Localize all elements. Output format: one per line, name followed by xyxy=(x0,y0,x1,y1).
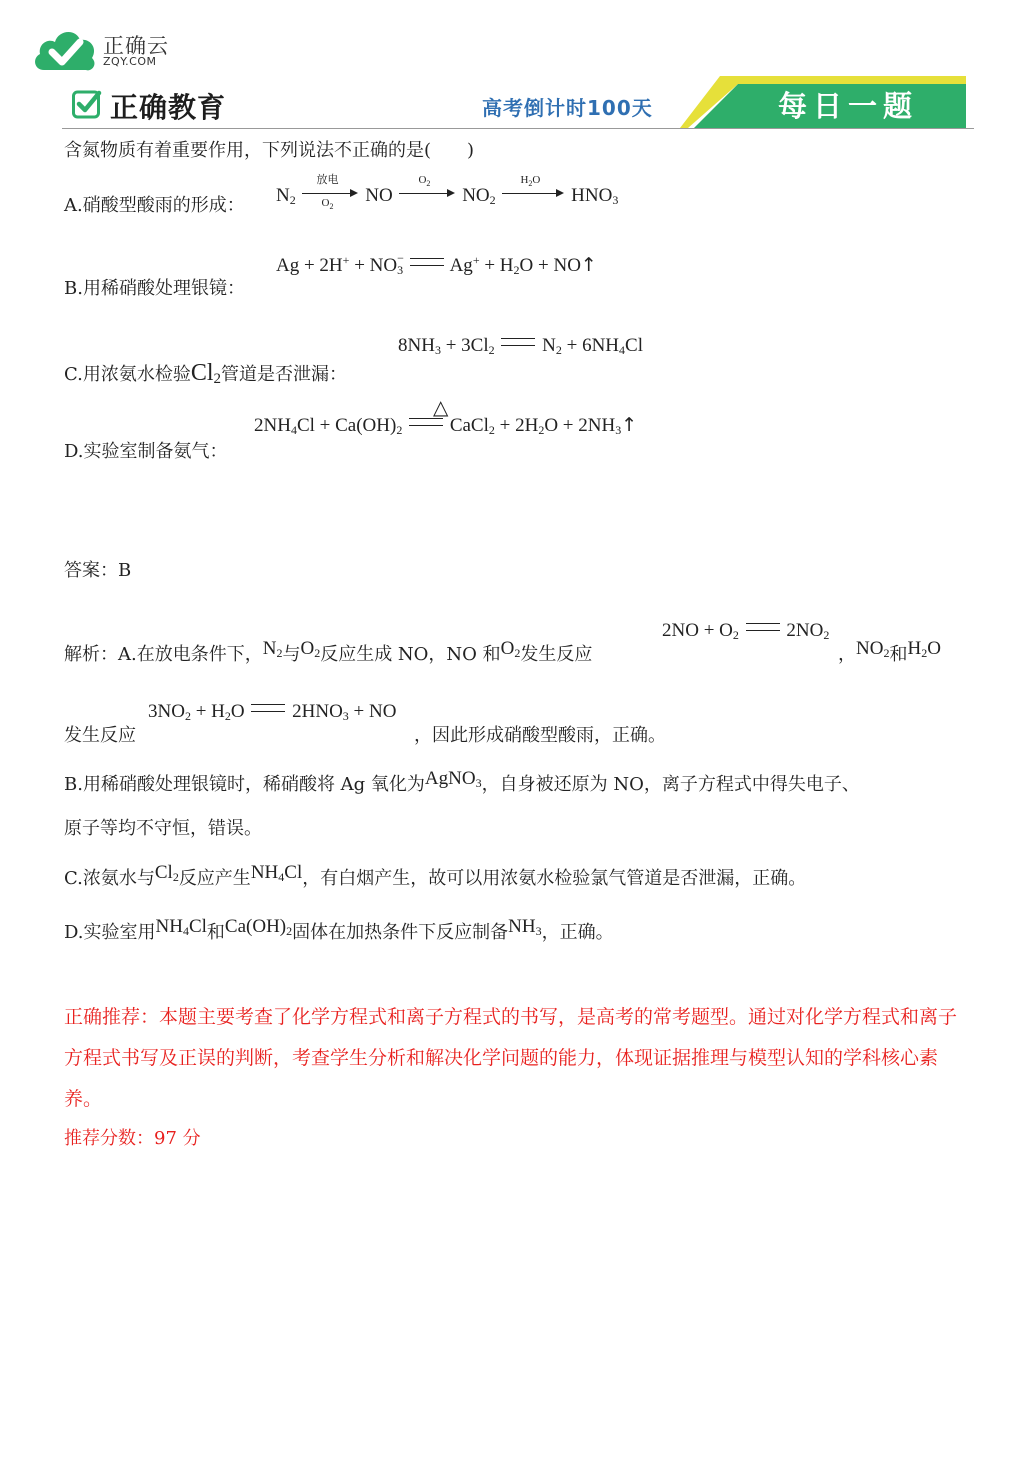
option-c-label: C.用浓氨水检验$Cl_2$管道是否泄漏： xyxy=(64,360,348,387)
option-a-label: A.硝酸型酸雨的形成： xyxy=(64,195,245,216)
recommend-score: 推荐分数：97 分 xyxy=(64,1128,201,1149)
checkbox-logo-icon xyxy=(72,89,102,119)
analysis-c: C.浓氨水与$Cl_2$反应产生$NH_4Cl$，有白烟产生，故可以用浓氨水检验氯气管道是否泄漏，正确。 xyxy=(64,862,807,889)
analysis-a-line2-post: ，因此形成硝酸型酸雨，正确。 xyxy=(414,725,666,746)
equals-sign xyxy=(410,258,444,266)
brand-name: 正确云 xyxy=(103,34,169,58)
equals-sign xyxy=(409,418,443,426)
option-a-formula: $N_2$ 放电 $O_2$ NO $O_2$ $NO_2$ $H_2O$ $HNO_3$ xyxy=(276,174,619,211)
arrow-h2o: $H_2O$ xyxy=(502,188,564,198)
equals-sign xyxy=(251,704,285,712)
option-b-formula: Ag + 2H+ + NO − $_3$ $Ag^+ + H_2O$ + NO↑ xyxy=(276,251,597,277)
edu-title: 正确教育 xyxy=(110,91,227,124)
analysis-eq2: $3NO_2 + H_2O$ $2HNO_3$ + NO xyxy=(148,701,397,723)
analysis-a-line2-pre: 发生反应 xyxy=(64,725,136,746)
gas-arrow-icon: ↑ xyxy=(621,414,638,436)
option-b-label: B.用稀硝酸处理银镜： xyxy=(64,278,245,299)
header-divider xyxy=(62,128,974,129)
question-stem: 含氮物质有着重要作用，下列说法不正确的是( ) xyxy=(64,140,475,161)
cloud-check-logo-icon xyxy=(30,22,100,74)
arrow-discharge: 放电 $O_2$ xyxy=(302,188,358,198)
equals-sign xyxy=(501,338,535,346)
brand-domain: ZQY.COM xyxy=(103,55,157,68)
recommend-text: 正确推荐：本题主要考查了化学方程式和离子方程式的书写，是高考的常考题型。通过对化学方程式和离子方程式书写及正误的判断，考查学生分析和解决化学问题的能力，体现证据推理与模型认知的学科核心素养。 xyxy=(64,1006,958,1110)
countdown-label: 高考倒计时100天 xyxy=(482,96,653,120)
arrow-o2: $O_2$ xyxy=(399,188,455,198)
gas-arrow-icon: ↑ xyxy=(580,254,597,276)
option-d-formula: $2NH_4Cl + Ca(OH)_2$ CaCl$_2$ + $2H_2O$ + $2NH_3↑$ xyxy=(254,414,638,437)
option-d-label: D.实验室制备氨气： xyxy=(64,441,228,462)
analysis-d: D.实验室用$NH_4Cl$和$Ca(OH)_2$固体在加热条件下反应制备$NH_3$，正确。 xyxy=(64,916,614,943)
analysis-a-tail: ，$NO_2$和$H_2O$ xyxy=(838,638,941,665)
option-c-formula: $8NH_3 + 3Cl_2$ $N_2 + 6NH_4Cl$ xyxy=(398,335,643,357)
answer: 答案：B xyxy=(64,560,132,581)
equals-sign xyxy=(746,623,780,631)
heat-condition-icon: △ xyxy=(433,397,449,419)
banner-title: 每日一题 xyxy=(778,89,919,123)
analysis-a-line1: 解析：A.在放电条件下，$N_2$与$O_2$反应生成 NO，NO 和$O_2$发生反应 xyxy=(64,638,593,665)
analysis-eq1: $2NO + O_2$ $2NO_2$ xyxy=(662,620,830,642)
analysis-b-line1: B.用稀硝酸处理银镜时，稀硝酸将 Ag 氧化为AgNO$_3$，自身被还原为 NO，离子方程式中得失电子、 xyxy=(64,768,860,795)
analysis-b-line2: 原子等均不守恒，错误。 xyxy=(64,818,262,839)
